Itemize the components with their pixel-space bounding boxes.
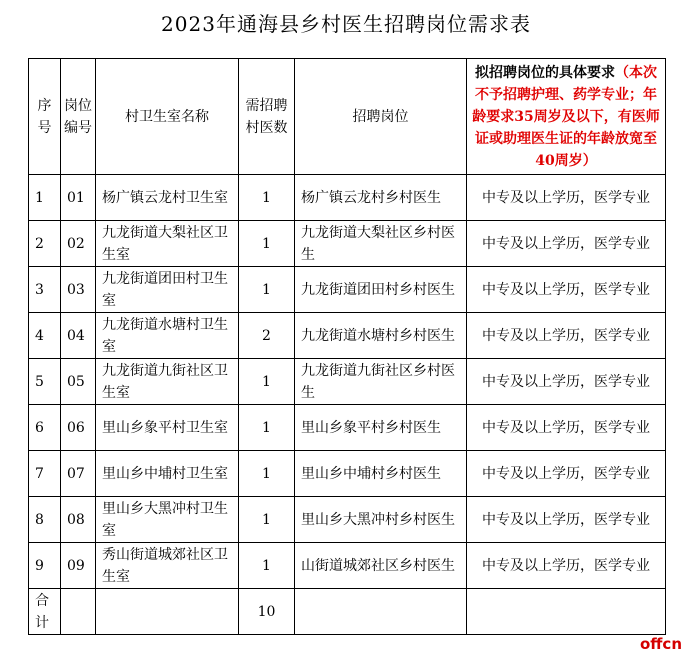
row-code: 09 (61, 543, 96, 589)
row-clinic: 杨广镇云龙村卫生室 (96, 175, 239, 221)
header-count: 需招聘村医数 (239, 59, 295, 175)
row-requirement: 中专及以上学历，医学专业 (467, 497, 666, 543)
row-requirement: 中专及以上学历，医学专业 (467, 543, 666, 589)
row-clinic: 九龙街道水塘村卫生室 (96, 313, 239, 359)
row-clinic: 里山乡象平村卫生室 (96, 405, 239, 451)
row-post: 九龙街道九街社区乡村医生 (295, 359, 467, 405)
header-requirements-main: 拟招聘岗位的具体要求 (475, 64, 615, 81)
row-clinic: 里山乡中埔村卫生室 (96, 451, 239, 497)
row-code: 03 (61, 267, 96, 313)
row-count: 1 (239, 175, 295, 221)
recruitment-table (28, 58, 666, 635)
total-label: 合计 (29, 589, 61, 635)
table-row (29, 543, 666, 589)
row-code: 02 (61, 221, 96, 267)
total-count: 10 (239, 589, 295, 635)
row-count: 1 (239, 497, 295, 543)
header-requirements-note: （本次不予招聘护理、药学专业；年龄要求35周岁及以下，有医师证或助理医生证的年龄放宽至40周岁） (472, 64, 660, 169)
total-row (29, 589, 666, 635)
page-title: 2023年通海县乡村医生招聘岗位需求表 (161, 12, 531, 36)
row-clinic: 里山乡大黑冲村卫生室 (96, 497, 239, 543)
row-code: 01 (61, 175, 96, 221)
row-code: 06 (61, 405, 96, 451)
row-count: 1 (239, 543, 295, 589)
row-requirement: 中专及以上学历，医学专业 (467, 313, 666, 359)
row-no: 9 (29, 543, 61, 589)
row-clinic: 九龙街道大梨社区卫生室 (96, 221, 239, 267)
total-empty-code (61, 589, 96, 635)
row-no: 6 (29, 405, 61, 451)
row-requirement: 中专及以上学历，医学专业 (467, 405, 666, 451)
row-post: 山街道城郊社区乡村医生 (295, 543, 467, 589)
table-row (29, 221, 666, 267)
row-no: 5 (29, 359, 61, 405)
row-no: 8 (29, 497, 61, 543)
table-row (29, 267, 666, 313)
row-post: 杨广镇云龙村乡村医生 (295, 175, 467, 221)
header-no: 序号 (29, 59, 61, 175)
row-requirement: 中专及以上学历，医学专业 (467, 267, 666, 313)
row-clinic: 九龙街道九街社区卫生室 (96, 359, 239, 405)
row-count: 1 (239, 221, 295, 267)
total-empty-post (295, 589, 467, 635)
row-post: 里山乡象平村乡村医生 (295, 405, 467, 451)
table-row (29, 405, 666, 451)
row-requirement: 中专及以上学历，医学专业 (467, 221, 666, 267)
row-clinic: 九龙街道团田村卫生室 (96, 267, 239, 313)
row-code: 08 (61, 497, 96, 543)
total-empty-clinic (96, 589, 239, 635)
table-row (29, 359, 666, 405)
header-requirements (467, 59, 666, 175)
row-count: 1 (239, 359, 295, 405)
row-code: 05 (61, 359, 96, 405)
row-post: 里山乡中埔村乡村医生 (295, 451, 467, 497)
row-post: 九龙街道团田村乡村医生 (295, 267, 467, 313)
row-requirement: 中专及以上学历，医学专业 (467, 359, 666, 405)
row-requirement: 中专及以上学历，医学专业 (467, 451, 666, 497)
row-no: 4 (29, 313, 61, 359)
row-count: 2 (239, 313, 295, 359)
table-row (29, 451, 666, 497)
table-row (29, 497, 666, 543)
table-row (29, 175, 666, 221)
watermark-logo: offcn (639, 635, 682, 653)
row-post: 九龙街道大梨社区乡村医生 (295, 221, 467, 267)
header-post: 招聘岗位 (295, 59, 467, 175)
row-no: 3 (29, 267, 61, 313)
row-no: 1 (29, 175, 61, 221)
table-body (29, 175, 666, 589)
row-post: 里山乡大黑冲村乡村医生 (295, 497, 467, 543)
row-count: 1 (239, 267, 295, 313)
total-empty-req (467, 589, 666, 635)
row-clinic: 秀山街道城郊社区卫生室 (96, 543, 239, 589)
row-code: 07 (61, 451, 96, 497)
row-count: 1 (239, 451, 295, 497)
row-count: 1 (239, 405, 295, 451)
header-row (29, 59, 666, 175)
row-requirement: 中专及以上学历，医学专业 (467, 175, 666, 221)
header-clinic: 村卫生室名称 (96, 59, 239, 175)
table-row (29, 313, 666, 359)
row-no: 2 (29, 221, 61, 267)
row-post: 九龙街道水塘村乡村医生 (295, 313, 467, 359)
header-code: 岗位编号 (61, 59, 96, 175)
row-no: 7 (29, 451, 61, 497)
row-code: 04 (61, 313, 96, 359)
